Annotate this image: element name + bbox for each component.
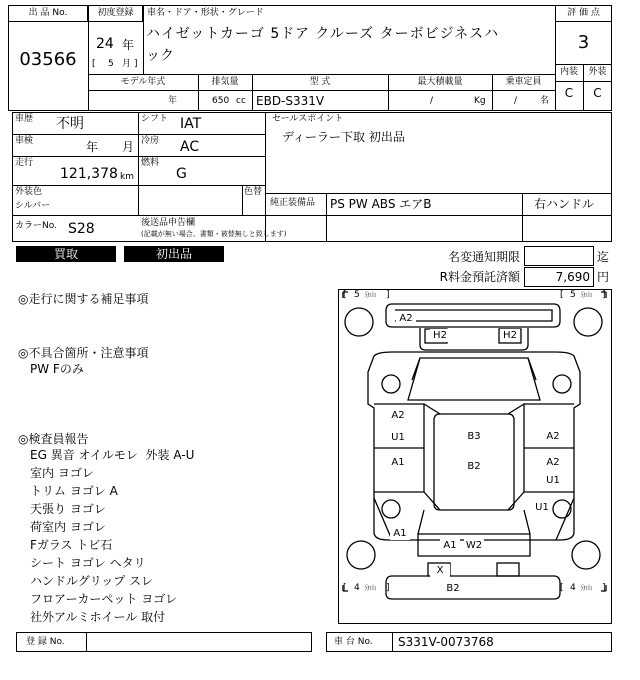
exterior-label: 外装 [588,67,607,77]
tire-rear-left-open: [ [343,583,347,593]
score-value: 3 [577,32,590,53]
tire-front-left-close: ] [386,290,390,300]
mileage-label: 走行 [15,158,34,168]
defect-line: PW Fのみ [30,362,84,376]
sales-point-value: ディーラー下取 初出品 [282,130,405,144]
first-listing-badge: 初出品 [124,246,224,262]
history-value: 不明 [56,116,84,132]
equipment-label: 純正装備品 [270,198,316,208]
interior-grade: C [564,86,574,100]
inspection-month-unit: 月 [122,140,135,154]
defects-header: ◎不具合箇所・注意事項 [18,346,149,360]
inspector-line: 天張り ヨゴレ [30,502,106,516]
inspector-line: フロアーカーペット ヨゴレ [30,592,178,606]
car-name-line2: ック [146,48,174,64]
tire-front-right: 5 [570,290,576,300]
color-no-value: S28 [68,221,95,237]
tire-rear-right-unit: 分山 [580,585,593,592]
fee-label: R料金預託済額 [439,270,520,284]
month-open-bracket: [ [92,59,96,69]
lot-no: 03566 [19,49,77,70]
color-change-label: 色替 [244,187,263,197]
capacity-unit: 名 [540,96,550,106]
chassis-label: 車 台 No. [334,637,373,647]
model-label: 型 式 [309,77,331,87]
history-label: 車歴 [15,114,34,124]
shift-value: IAT [180,116,202,132]
damage-mark: A2 [543,430,563,443]
notice-label: 名変通知期限 [447,250,520,264]
capacity-label: 乗車定員 [505,77,542,87]
model-value: EBD-S331V [256,94,325,108]
tire-rear-right-open: [ [560,583,564,593]
damage-mark: X [430,564,450,577]
notice-suffix: 迄 [597,250,610,264]
damage-mark: U1 [543,474,563,487]
purchase-badge: 買取 [16,246,116,262]
tire-rear-left: 4 [354,583,360,593]
car-name-line1: ハイゼットカーゴ 5ドア クルーズ ターボビジネスハ [146,26,500,42]
reg-no-label: 登 録 No. [26,637,65,647]
tire-rear-right-close: ] [602,583,606,593]
displacement-unit: cc [236,96,246,106]
inspector-line: トリム ヨゴレ A [30,484,118,498]
inspector-line: 荷室内 ヨゴレ [30,520,106,534]
fuel-label: 燃料 [141,158,160,168]
tire-front-left-unit: 分山 [364,292,377,299]
inspection-year-unit: 年 [86,140,99,154]
damage-mark: A2 [388,409,408,422]
handle-value: 右ハンドル [534,197,595,211]
inspector-line: 室内 ヨゴレ [30,466,94,480]
tire-front-left-open: [ [343,290,347,300]
damage-mark: B2 [443,582,463,595]
inspector-line: シート ヨゴレ ヘタリ [30,556,146,570]
shift-label: シフト [141,114,169,124]
interior-label: 内装 [559,67,578,77]
fee-unit: 円 [597,270,610,284]
max-load-sep: / [430,96,434,106]
displacement-value: 650 [212,96,230,106]
car-name-label: 車名・ドア・形状・グレード [147,8,264,18]
damage-mark: B2 [464,460,484,473]
tire-rear-right: 4 [570,583,576,593]
sales-point-label: セールスポイント [272,114,344,124]
damage-mark: W2 [465,540,483,551]
capacity-sep: / [514,96,518,106]
model-year-label: モデル年式 [120,77,166,87]
damage-mark: U1 [388,431,408,444]
first-reg-label: 初度登録 [88,5,143,22]
inspector-line: EG 異音 オイルモレ 外装 A-U [30,448,195,462]
damage-mark: A1 [390,527,410,540]
mileage-value: 121,378 [60,166,118,182]
equipment-value: PS PW ABS エアB [330,197,432,211]
color-label: 外装色 [15,187,43,197]
damage-mark: A2 [396,312,416,325]
damage-mark: B3 [464,430,484,443]
tire-front-right-unit: 分山 [580,292,593,299]
damage-mark: U1 [532,501,552,514]
ac-value: AC [180,139,200,155]
inspector-header: ◎検査員報告 [18,432,89,446]
max-load-unit: Kg [474,96,486,106]
tire-rear-left-unit: 分山 [364,585,377,592]
chassis-value: S331V-0073768 [398,635,494,649]
first-reg-year: 24 [96,36,114,52]
first-reg-month: 5 [108,59,114,69]
inspection-label: 車検 [15,136,34,146]
damage-mark: A2 [543,456,563,469]
year-unit: 年 [122,38,135,52]
fee-value: 7,690 [555,270,590,284]
mileage-unit: km [120,172,134,182]
tire-front-left: 5 [354,290,360,300]
tire-rear-left-close: ] [386,583,390,593]
color-no-label: カラーNo. [15,221,57,231]
score-label: 評 価 点 [555,5,612,22]
ac-label: 冷房 [141,136,160,146]
damage-mark: A1 [388,456,408,469]
damage-mark: H2 [500,329,520,342]
month-unit: 月 [122,59,132,69]
documents-label: 後送品申告欄 [141,218,196,228]
inspector-line: ハンドルグリップ スレ [30,574,154,588]
damage-mark: H2 [430,329,450,342]
max-load-label: 最大積載量 [417,77,463,87]
inspector-line: 社外アルミホイール 取付 [30,610,166,624]
tire-front-right-open: [ [560,290,564,300]
lot-no-label: 出 品 No. [8,5,88,22]
model-year-unit: 年 [168,96,178,106]
tire-front-right-close: ] [602,290,606,300]
damage-mark: A1 [440,539,460,552]
exterior-grade: C [593,86,602,100]
driving-header: ◎走行に関する補足事項 [18,292,149,306]
month-close-bracket: ] [134,59,138,69]
inspector-line: Fガラス トビ石 [30,538,113,552]
color-value: シルバー [15,201,51,211]
documents-note: (記載が無い場合、書類・被替無しと致します) [141,230,287,238]
fuel-value: G [176,166,187,182]
displacement-label: 排気量 [211,77,239,87]
